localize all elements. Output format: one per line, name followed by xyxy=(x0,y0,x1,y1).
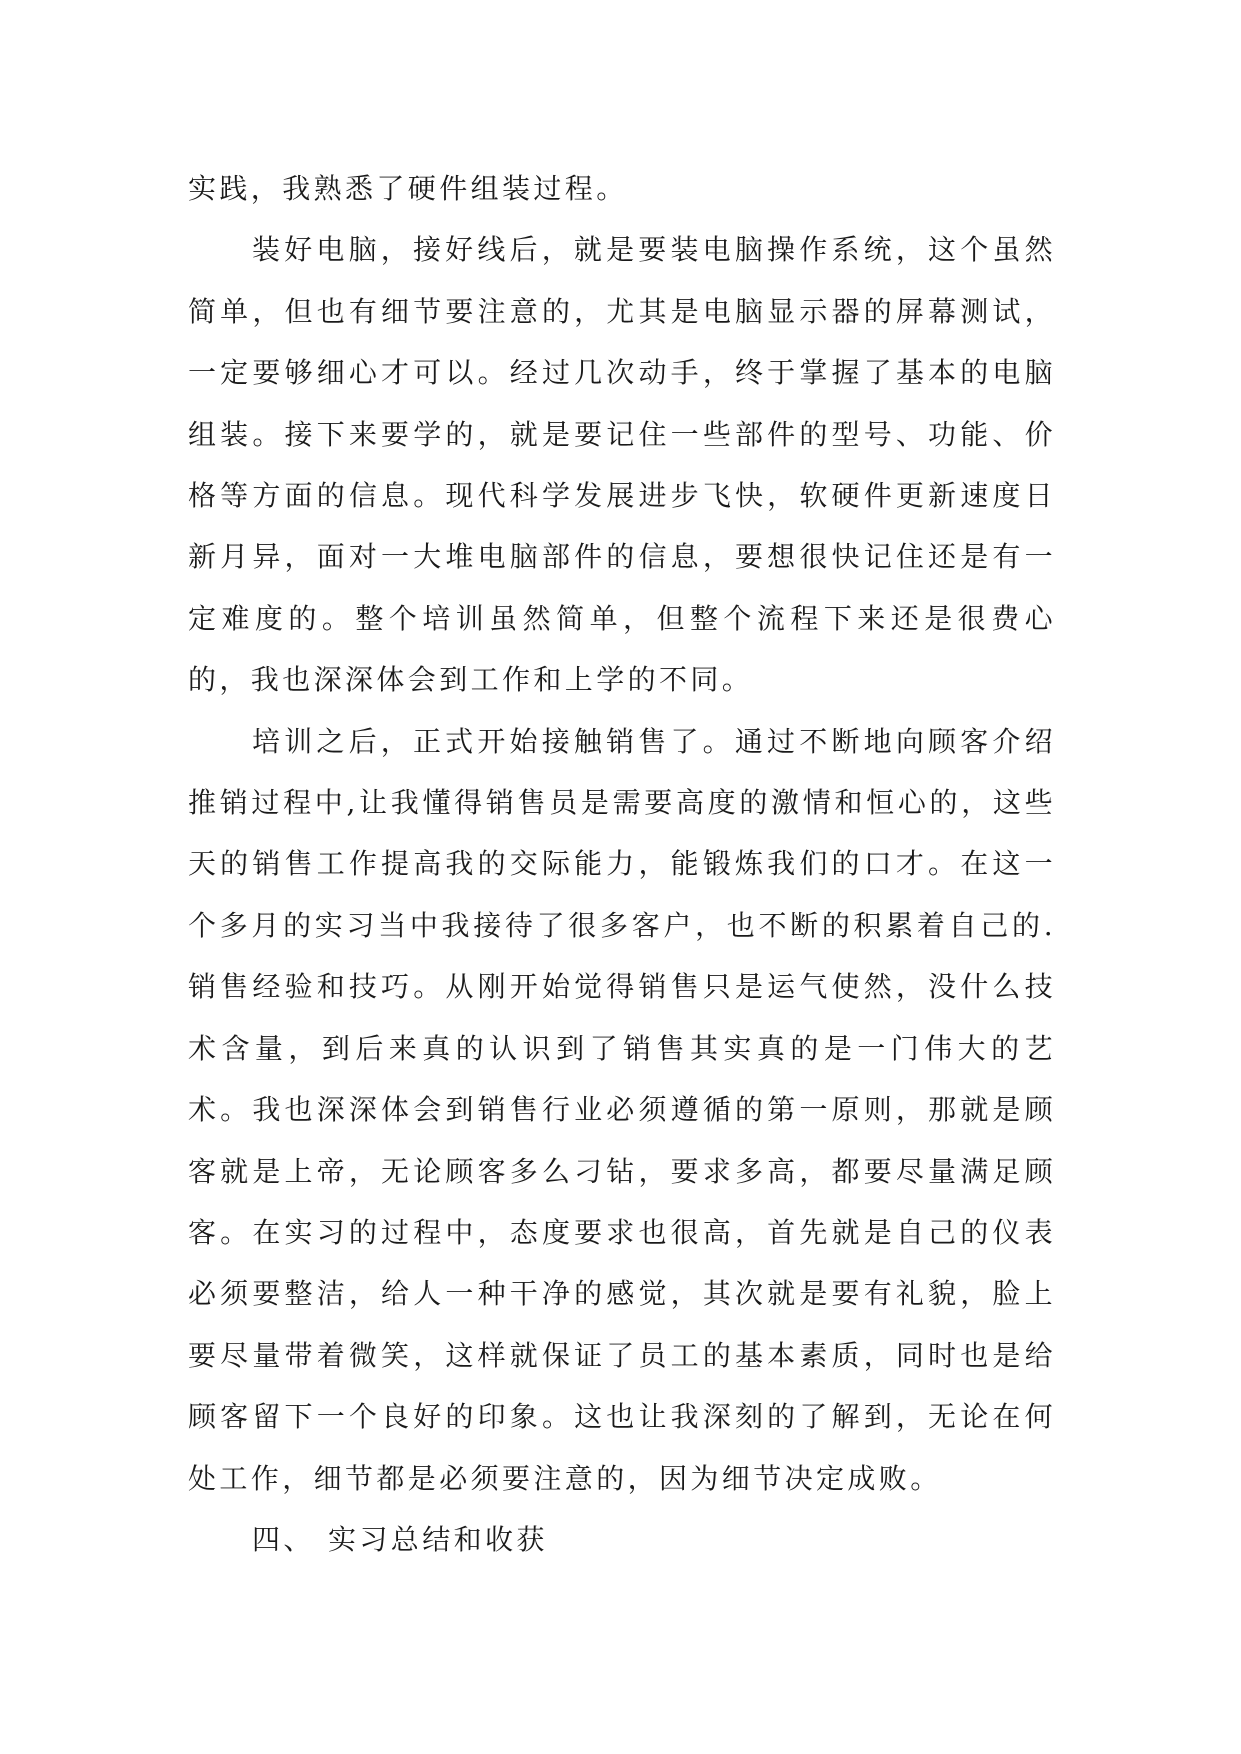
section-heading xyxy=(188,1509,1056,1570)
body-text xyxy=(188,158,1056,1570)
paragraph-1: 实践，我熟悉了硬件组装过程。 xyxy=(188,172,628,205)
section-number: 四、 xyxy=(252,1522,315,1556)
paragraph-2: 装好电脑，接好线后，就是要装电脑操作系统，这个虽然简单，但也有细节要注意的，尤其是电脑显示器的屏幕测试，一定要够细心才可以。经过几次动手，终于掌握了基本的电脑组装。接下来要学的，就是要记住一些部件的型号、功能、价格等方面的信息。现代科学发展进步飞快，软硬件更新速度日新月异，面对一大堆电脑部件的信息，要想很快记住还是有一定难度的。整个培训虽然简单，但整个流程下来还是很费心的，我也深深体会到工作和上学的不同。 xyxy=(188,233,1056,697)
section-title: 实习总结和收获 xyxy=(328,1522,548,1556)
paragraph-3: 培训之后，正式开始接触销售了。通过不断地向顾客介绍推销过程中,让我懂得销售员是需要高度的激情和恒心的，这些天的销售工作提高我的交际能力，能锻炼我们的口才。在这一个多月的实习当中我接待了很多客户，也不断的积累着自己的.销售经验和技巧。从刚开始觉得销售只是运气使然，没什么技术含量，到后来真的认识到了销售其实真的是一门伟大的艺术。我也深深体会到销售行业必须遵循的第一原则，那就是顾客就是上帝，无论顾客多么刁钻，要求多高，都要尽量满足顾客。在实习的过程中，态度要求也很高，首先就是自己的仪表必须要整洁，给人一种干净的感觉，其次就是要有礼貌，脸上要尽量带着微笑，这样就保证了员工的基本素质，同时也是给顾客留下一个良好的印象。这也让我深刻的了解到，无论在何处工作，细节都是必须要注意的，因为细节决定成败。 xyxy=(188,724,1056,1495)
